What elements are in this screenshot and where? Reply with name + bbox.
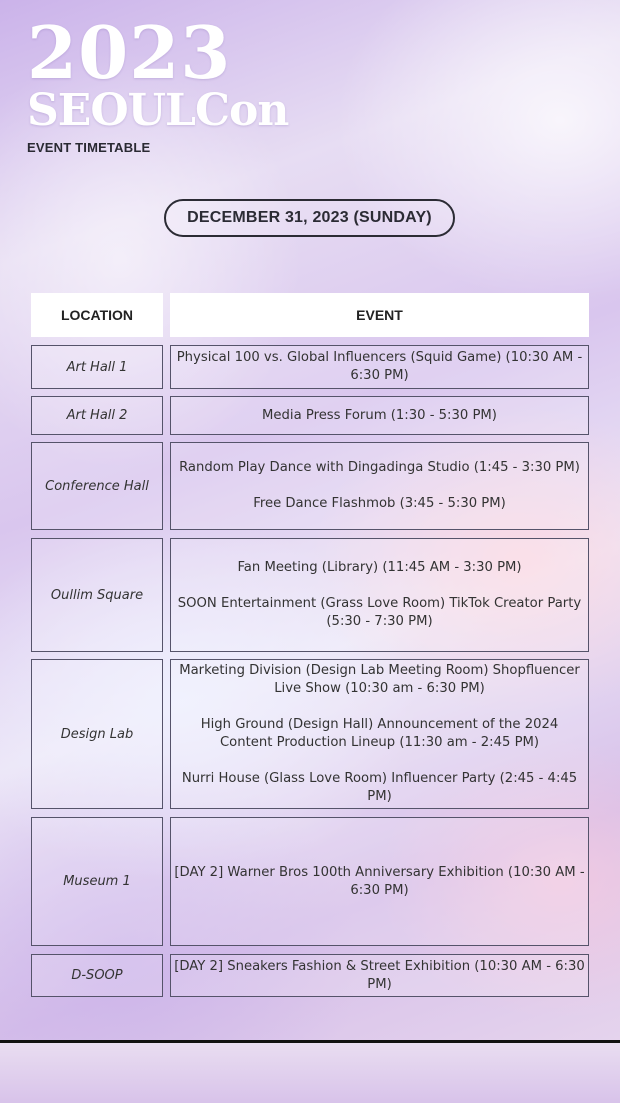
row-conference-hall-events [170,442,589,530]
row-d-soop-events [170,954,589,997]
row-oullim-square-events [170,538,589,652]
row-art-hall-1-location: Art Hall 1 [31,345,163,389]
row-design-lab-events [170,659,589,809]
row-conference-hall-location: Conference Hall [31,442,163,530]
event-text: Physical 100 vs. Global Influencers (Squid Game) (10:30 AM - 6:30 PM) [176,350,583,383]
page-subtitle: EVENT TIMETABLE [27,140,151,155]
event-text: Marketing Division (Design Lab Meeting Room) Shopfluencer Live Show (10:30 am - 6:30 PM) [179,663,580,696]
event-text: Random Play Dance with Dingadinga Studio (1:45 - 3:30 PM) [179,460,580,475]
row-d-soop-location: D-SOOP [31,954,163,997]
event-text: [DAY 2] Sneakers Fashion & Street Exhibition (10:30 AM - 6:30 PM) [174,958,585,992]
row-museum-1-location: Museum 1 [31,817,163,946]
row-art-hall-2-location: Art Hall 2 [31,396,163,435]
header-location: LOCATION [31,293,163,337]
brand-header [27,10,289,155]
event-text: Nurri House (Glass Love Room) Influencer Party (2:45 - 4:45 PM) [181,771,578,804]
event-text: Media Press Forum (1:30 - 5:30 PM) [262,407,497,423]
header-event: EVENT [170,293,589,337]
footer-background [0,1043,620,1103]
event-text: SOON Entertainment (Grass Love Room) TikTok Creator Party (5:30 - 7:30 PM) [177,596,582,629]
brand-year: 2023 [27,10,232,95]
row-design-lab-location: Design Lab [31,659,163,809]
row-oullim-square-location: Oullim Square [31,538,163,652]
event-text: Fan Meeting (Library) (11:45 AM - 3:30 PM) [237,560,522,575]
row-museum-1-events [170,817,589,946]
row-art-hall-2-events [170,396,589,435]
event-text: [DAY 2] Warner Bros 100th Anniversary Exhibition (10:30 AM - 6:30 PM) [174,864,585,898]
event-text: High Ground (Design Hall) Announcement of the 2024 Content Production Lineup (11:30 am - 2:45 PM) [200,717,559,750]
brand-name: SEOULCon [27,85,289,136]
event-text: Free Dance Flashmob (3:45 - 5:30 PM) [253,496,506,511]
row-art-hall-1-events [170,345,589,389]
date-badge: DECEMBER 31, 2023 (SUNDAY) [164,199,455,237]
